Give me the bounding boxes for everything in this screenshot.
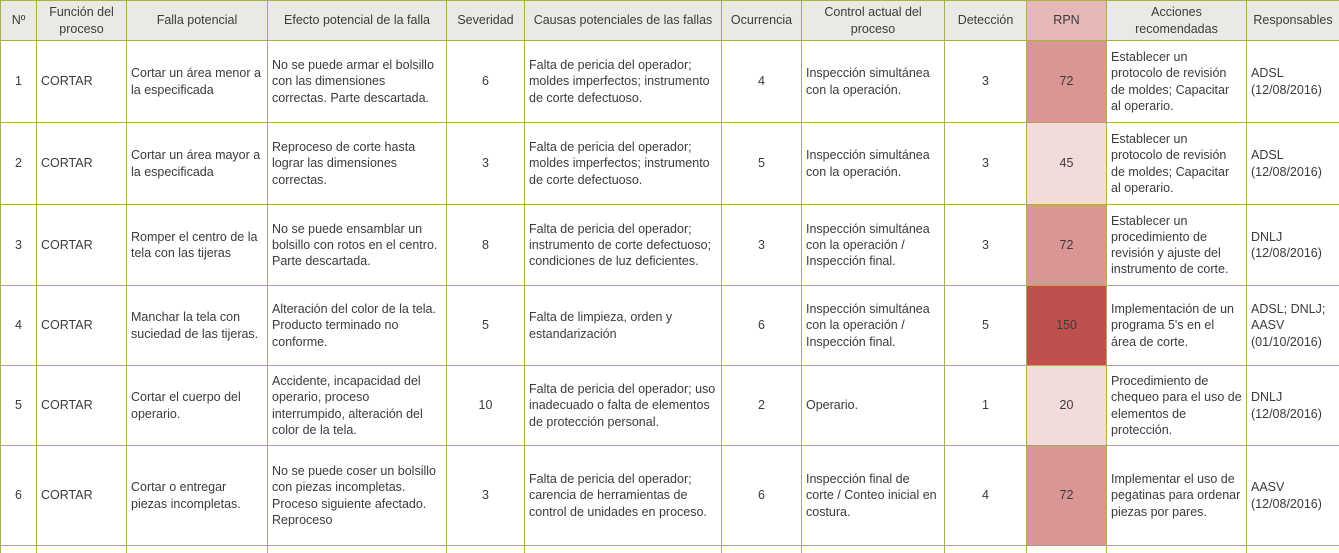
table-row [1, 366, 1339, 446]
cell-severidad[interactable]: 5 [447, 286, 525, 366]
table-row [1, 205, 1339, 286]
cell-severidad[interactable]: 8 [447, 205, 525, 286]
cell-causas[interactable]: Falta de limpieza, orden y estandarización [525, 286, 722, 366]
cell-funcion[interactable]: CORTAR [37, 446, 127, 546]
cell-responsables[interactable]: ADSL (12/08/2016) [1247, 123, 1339, 205]
cell-falla[interactable]: Cortar un área mayor a la especificada [127, 123, 268, 205]
cell-control[interactable]: Inspección simultánea con la operación / Inspección final. [802, 205, 945, 286]
cell-deteccion[interactable]: 3 [945, 205, 1027, 286]
cell-num[interactable]: 4 [1, 286, 37, 366]
cell-deteccion[interactable]: 5 [945, 286, 1027, 366]
header-row [1, 1, 1339, 41]
column-header-deteccion[interactable]: Detección [945, 1, 1027, 41]
cell-causas[interactable]: Falta de pericia del operador; moldes imperfectos; instrumento de corte defectuoso. [525, 123, 722, 205]
cell-num[interactable]: 1 [1, 41, 37, 123]
cell-falla[interactable]: Cortar el cuerpo del operario. [127, 366, 268, 446]
column-header-efecto[interactable]: Efecto potencial de la falla [268, 1, 447, 41]
cell-ocurrencia[interactable]: 3 [722, 205, 802, 286]
column-header-control[interactable]: Control actual del proceso [802, 1, 945, 41]
cell-falla[interactable]: Cortar un área menor a la especificada [127, 41, 268, 123]
cell-severidad[interactable]: 10 [447, 366, 525, 446]
cell-empty[interactable] [802, 546, 945, 553]
cell-ocurrencia[interactable]: 2 [722, 366, 802, 446]
cell-empty[interactable] [37, 546, 127, 553]
column-header-funcion[interactable]: Función del proceso [37, 1, 127, 41]
cell-severidad[interactable]: 3 [447, 123, 525, 205]
cell-falla[interactable]: Romper el centro de la tela con las tijeras [127, 205, 268, 286]
column-header-rpn[interactable]: RPN [1027, 1, 1107, 41]
column-header-causas[interactable]: Causas potenciales de las fallas [525, 1, 722, 41]
cell-ocurrencia[interactable]: 5 [722, 123, 802, 205]
cell-rpn[interactable]: 72 [1027, 41, 1107, 123]
cell-control[interactable]: Inspección final de corte / Conteo inicial en costura. [802, 446, 945, 546]
cell-funcion[interactable]: CORTAR [37, 286, 127, 366]
cell-falla[interactable]: Cortar o entregar piezas incompletas. [127, 446, 268, 546]
cell-acciones[interactable]: Establecer un procedimiento de revisión y ajuste del instrumento de corte. [1107, 205, 1247, 286]
cell-acciones[interactable]: Implementación de un programa 5's en el área de corte. [1107, 286, 1247, 366]
cell-causas[interactable]: Falta de pericia del operador; carencia de herramientas de control de unidades en proceso. [525, 446, 722, 546]
cell-num[interactable]: 3 [1, 205, 37, 286]
cell-rpn[interactable]: 72 [1027, 205, 1107, 286]
cell-control[interactable]: Inspección simultánea con la operación. [802, 41, 945, 123]
cell-num[interactable]: 2 [1, 123, 37, 205]
cell-funcion[interactable]: CORTAR [37, 123, 127, 205]
cell-severidad[interactable]: 3 [447, 446, 525, 546]
cell-deteccion[interactable]: 3 [945, 41, 1027, 123]
cell-empty[interactable] [268, 546, 447, 553]
cell-empty[interactable] [525, 546, 722, 553]
cell-efecto[interactable]: Reproceso de corte hasta lograr las dimensiones correctas. [268, 123, 447, 205]
table-row [1, 446, 1339, 546]
cell-num[interactable]: 6 [1, 446, 37, 546]
cell-acciones[interactable]: Procedimiento de chequeo para el uso de elementos de protección. [1107, 366, 1247, 446]
column-header-falla[interactable]: Falla potencial [127, 1, 268, 41]
cell-responsables[interactable]: AASV (12/08/2016) [1247, 446, 1339, 546]
cell-funcion[interactable]: CORTAR [37, 205, 127, 286]
cell-efecto[interactable]: No se puede ensamblar un bolsillo con rotos en el centro. Parte descartada. [268, 205, 447, 286]
cell-acciones[interactable]: Establecer un protocolo de revisión de moldes; Capacitar al operario. [1107, 41, 1247, 123]
partial-row [1, 546, 1339, 553]
cell-causas[interactable]: Falta de pericia del operador; moldes imperfectos; instrumento de corte defectuoso. [525, 41, 722, 123]
cell-empty[interactable] [1027, 546, 1107, 553]
column-header-ocurrencia[interactable]: Ocurrencia [722, 1, 802, 41]
cell-efecto[interactable]: Accidente, incapacidad del operario, proceso interrumpido, alteración del color de la tela. [268, 366, 447, 446]
cell-control[interactable]: Operario. [802, 366, 945, 446]
cell-control[interactable]: Inspección simultánea con la operación / Inspección final. [802, 286, 945, 366]
cell-deteccion[interactable]: 3 [945, 123, 1027, 205]
cell-rpn[interactable]: 150 [1027, 286, 1107, 366]
column-header-acciones[interactable]: Acciones recomendadas [1107, 1, 1247, 41]
table-row [1, 41, 1339, 123]
cell-causas[interactable]: Falta de pericia del operador; instrumento de corte defectuoso; condiciones de luz deficientes. [525, 205, 722, 286]
cell-control[interactable]: Inspección simultánea con la operación. [802, 123, 945, 205]
cell-efecto[interactable]: Alteración del color de la tela. Producto terminado no conforme. [268, 286, 447, 366]
cell-empty[interactable] [1107, 546, 1247, 553]
cell-num[interactable]: 5 [1, 366, 37, 446]
cell-empty[interactable] [1247, 546, 1339, 553]
cell-empty[interactable] [945, 546, 1027, 553]
cell-efecto[interactable]: No se puede coser un bolsillo con piezas incompletas. Proceso siguiente afectado. Reproceso [268, 446, 447, 546]
cell-ocurrencia[interactable]: 6 [722, 446, 802, 546]
cell-empty[interactable] [127, 546, 268, 553]
cell-deteccion[interactable]: 4 [945, 446, 1027, 546]
cell-ocurrencia[interactable]: 6 [722, 286, 802, 366]
table-row [1, 286, 1339, 366]
cell-responsables[interactable]: DNLJ (12/08/2016) [1247, 205, 1339, 286]
table-row [1, 123, 1339, 205]
cell-empty[interactable] [722, 546, 802, 553]
cell-empty[interactable] [1, 546, 37, 553]
cell-severidad[interactable]: 6 [447, 41, 525, 123]
cell-responsables[interactable]: ADSL; DNLJ; AASV (01/10/2016) [1247, 286, 1339, 366]
column-header-responsables[interactable]: Responsables [1247, 1, 1339, 41]
cell-acciones[interactable]: Implementar el uso de pegatinas para ordenar piezas por pares. [1107, 446, 1247, 546]
column-header-severidad[interactable]: Severidad [447, 1, 525, 41]
cell-ocurrencia[interactable]: 4 [722, 41, 802, 123]
cell-rpn[interactable]: 45 [1027, 123, 1107, 205]
cell-funcion[interactable]: CORTAR [37, 366, 127, 446]
cell-empty[interactable] [447, 546, 525, 553]
cell-causas[interactable]: Falta de pericia del operador; uso inadecuado o falta de elementos de protección personal. [525, 366, 722, 446]
cell-funcion[interactable]: CORTAR [37, 41, 127, 123]
column-header-num[interactable]: Nº [1, 1, 37, 41]
cell-falla[interactable]: Manchar la tela con suciedad de las tijeras. [127, 286, 268, 366]
cell-responsables[interactable]: DNLJ (12/08/2016) [1247, 366, 1339, 446]
cell-efecto[interactable]: No se puede armar el bolsillo con las dimensiones correctas. Parte descartada. [268, 41, 447, 123]
cell-responsables[interactable]: ADSL (12/08/2016) [1247, 41, 1339, 123]
cell-rpn[interactable]: 72 [1027, 446, 1107, 546]
cell-acciones[interactable]: Establecer un protocolo de revisión de moldes; Capacitar al operario. [1107, 123, 1247, 205]
cell-rpn[interactable]: 20 [1027, 366, 1107, 446]
cell-deteccion[interactable]: 1 [945, 366, 1027, 446]
